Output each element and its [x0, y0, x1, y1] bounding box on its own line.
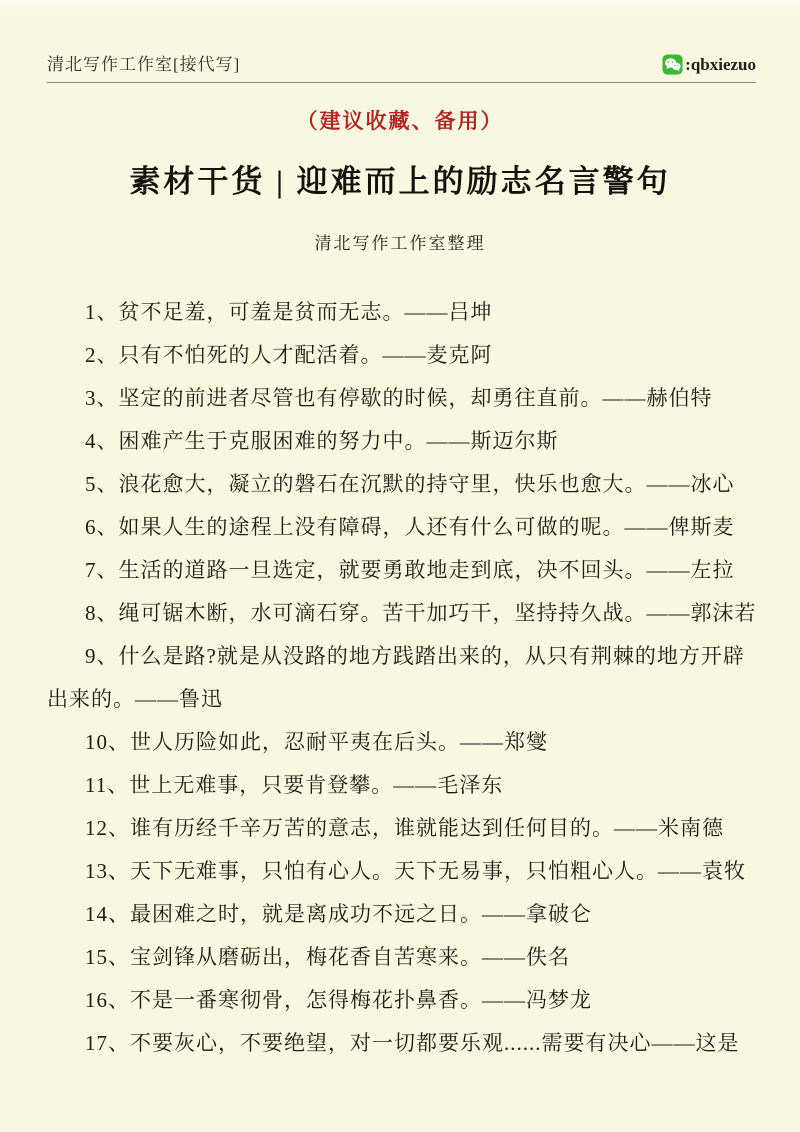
quote-item: 5、浪花愈大，凝立的磐石在沉默的持守里，快乐也愈大。——冰心: [85, 472, 735, 496]
quote-item: 17、不要灰心，不要绝望，对一切都要乐观......需要有决心——这是: [85, 1031, 740, 1055]
wechat-contact: [662, 54, 756, 75]
page-title: 素材干货 | 迎难而上的励志名言警句: [129, 164, 671, 199]
quote-item: 9、什么是路?就是从没路的地方践踏出来的，从只有荆棘的地方开辟出来的。——鲁迅: [47, 644, 745, 711]
quote-item: 14、最困难之时，就是离成功不远之日。——拿破仑: [85, 902, 592, 926]
page-header: [47, 50, 756, 83]
wechat-icon: [662, 54, 683, 75]
page-subtitle: 清北写作工作室整理: [314, 234, 486, 253]
quote-item: 6、如果人生的途程上没有障碍，人还有什么可做的呢。——俾斯麦: [85, 515, 735, 539]
quote-item: 11、世上无难事，只要肯登攀。——毛泽东: [85, 773, 504, 797]
quote-item: 10、世人历险如此，忍耐平夷在后头。——郑燮: [85, 730, 548, 754]
collect-note: （建议收藏、备用）: [296, 109, 504, 133]
quote-item: 7、生活的道路一旦选定，就要勇敢地走到底，决不回头。——左拉: [85, 558, 735, 582]
studio-name: 清北写作工作室[接代写]: [47, 55, 241, 74]
quote-item: 1、贫不足羞，可羞是贫而无志。——吕坤: [85, 300, 493, 324]
quote-item: 3、坚定的前进者尽管也有停歇的时候，却勇往直前。——赫伯特: [85, 386, 713, 410]
quote-item: 13、天下无难事，只怕有心人。天下无易事，只怕粗心人。——袁牧: [85, 859, 746, 883]
quote-list: [0, 291, 800, 1065]
quote-item: 15、宝剑锋从磨砺出，梅花香自苦寒来。——佚名: [85, 945, 570, 969]
quote-item: 16、不是一番寒彻骨，怎得梅花扑鼻香。——冯梦龙: [85, 988, 592, 1012]
quote-item: 8、绳可锯木断，水可滴石穿。苦干加巧干，坚持持久战。——郭沫若: [85, 601, 757, 625]
wechat-id-label: :qbxiezuo: [685, 54, 756, 74]
quote-item: 2、只有不怕死的人才配活着。——麦克阿: [85, 343, 493, 367]
quote-item: 12、谁有历经千辛万苦的意志，谁就能达到任何目的。——米南德: [85, 816, 724, 840]
quote-item: 4、困难产生于克服困难的努力中。——斯迈尔斯: [85, 429, 559, 453]
